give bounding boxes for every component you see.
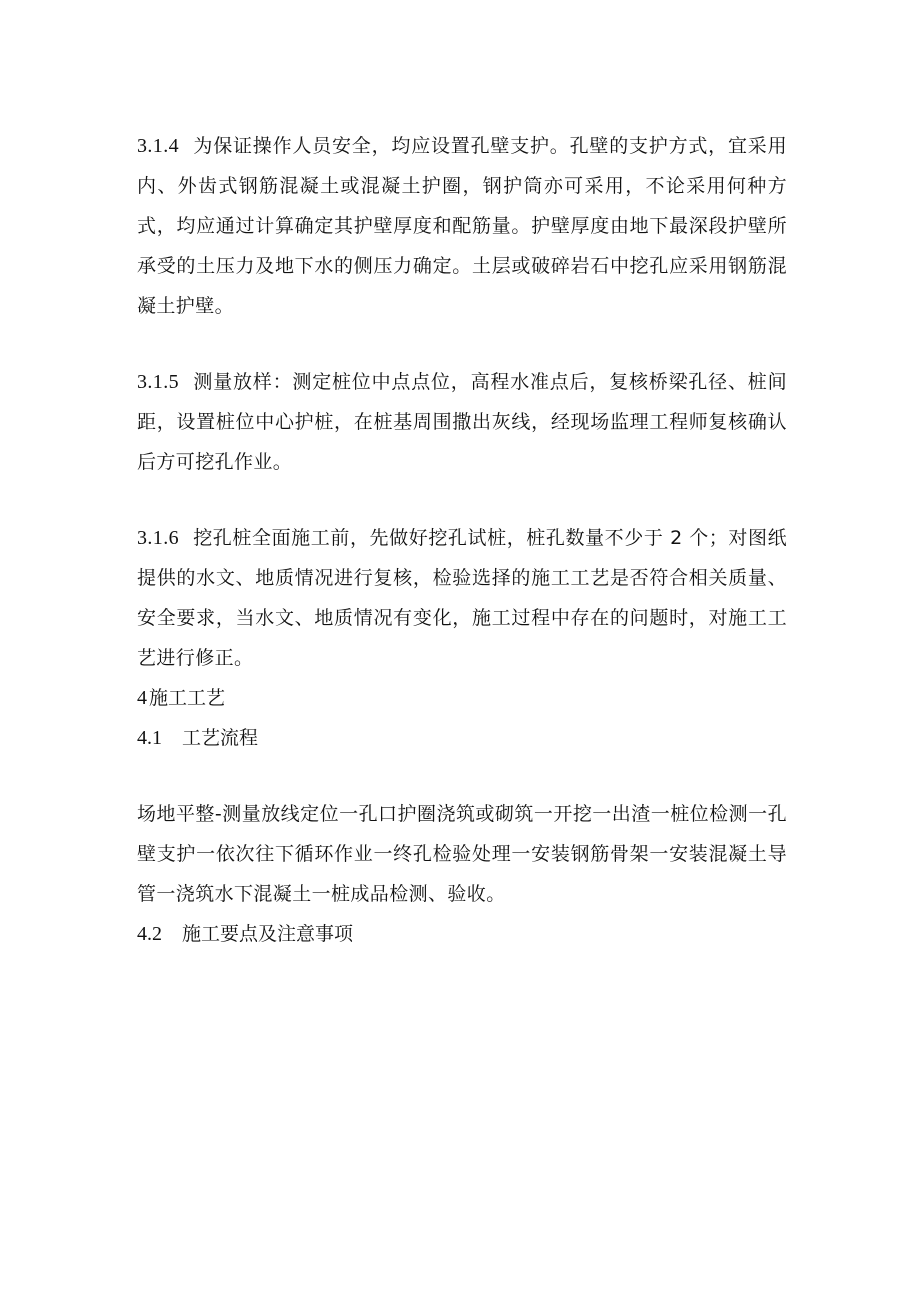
clause-number: 3.1.5 [137, 371, 179, 393]
clause-text: 为保证操作人员安全，均应设置孔壁支护。孔壁的支护方式，宜采用内、外齿式钢筋混凝土或混凝土护圈，钢护筒亦可采用，不论采用何种方式，均应通过计算确定其护壁厚度和配筋量。护壁厚度由地下最深段护壁所承受的土压力及地下水的侧压力确定。土层或破碎岩石中挖孔应采用钢筋混凝土护壁。 [137, 135, 787, 317]
clause-text: 测量放样：测定桩位中点点位，高程水准点后，复核桥梁孔径、桩间距，设置桩位中心护桩，在桩基周围撒出灰线，经现场监理工程师复核确认后方可挖孔作业。 [137, 371, 787, 473]
section-title: 工艺流程 [182, 727, 259, 749]
document-content [137, 126, 787, 954]
clause-number: 3.1.6 [137, 527, 179, 549]
process-flow-text: 场地平整-测量放线定位一孔口护圈浇筑或砌筑一开挖一出渣一桩位检测一孔壁支护一依次往下循环作业一终孔检验处理一安装钢筋骨架一安装混凝土导管一浇筑水下混凝土一桩成品检测、验收。 [137, 803, 787, 905]
chapter-title: 施工工艺 [149, 687, 226, 709]
clause-3-1-4 [137, 126, 787, 326]
section-number: 4.2 [137, 923, 162, 945]
clause-3-1-5 [137, 362, 787, 482]
chapter-number: 4 [137, 687, 147, 709]
clause-number: 3.1.4 [137, 135, 179, 157]
section-number: 4.1 [137, 727, 162, 749]
clause-3-1-6 [137, 518, 787, 678]
chapter-4-heading [137, 678, 787, 718]
clause-text: 挖孔桩全面施工前，先做好挖孔试桩，桩孔数量不少于 2 个；对图纸提供的水文、地质情况进行复核，检验选择的施工工艺是否符合相关质量、安全要求，当水文、地质情况有变化，施工过程中存在的问题时，对施工工艺进行修正。 [137, 527, 787, 669]
section-4-2-heading [137, 914, 787, 954]
section-4-1-heading [137, 718, 787, 758]
section-title: 施工要点及注意事项 [182, 923, 354, 945]
